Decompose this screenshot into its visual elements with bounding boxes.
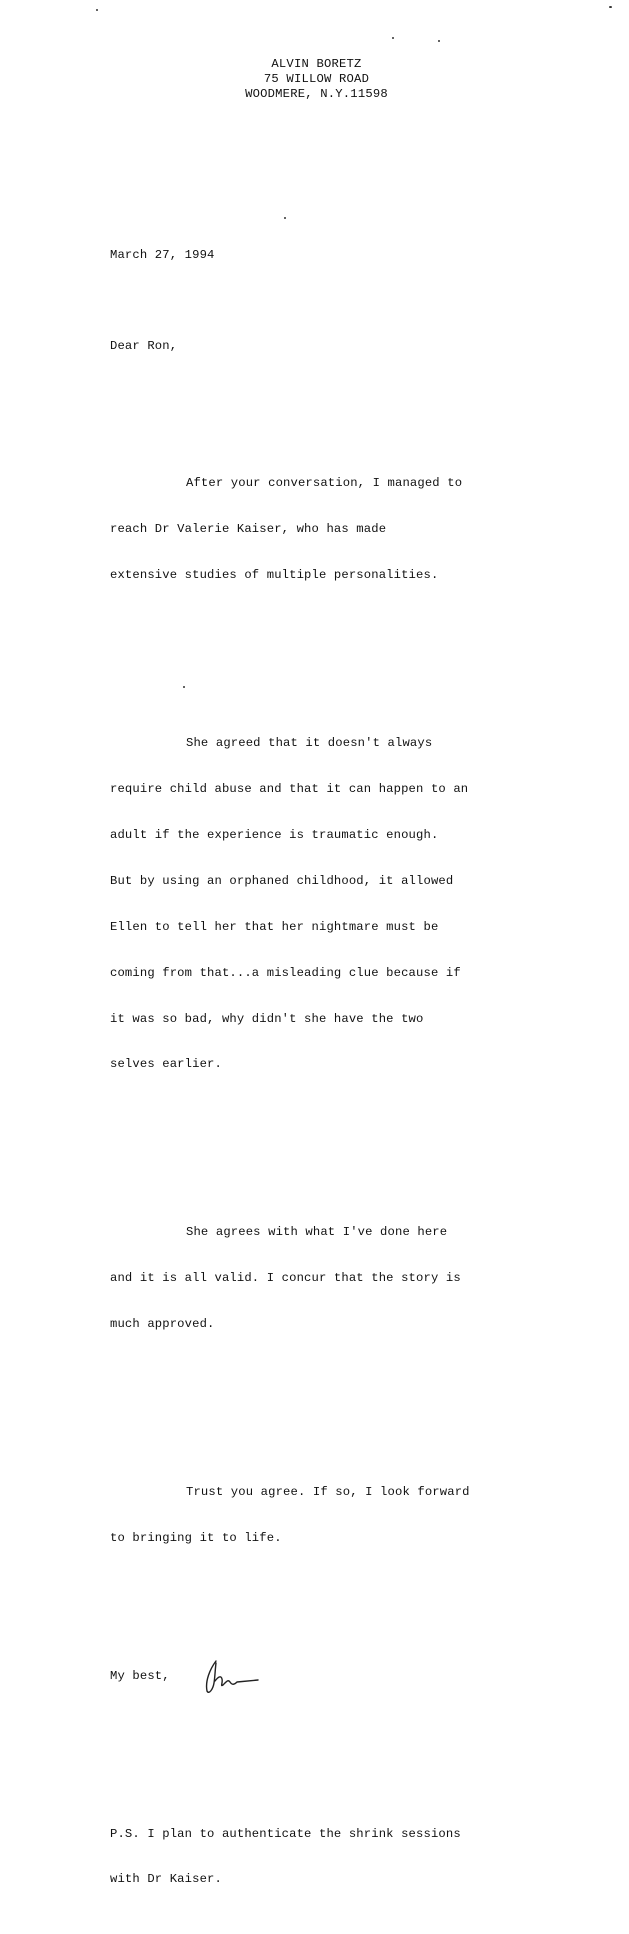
paragraph-line: coming from that...a misleading clue because if	[110, 965, 461, 980]
paragraph-line: it was so bad, why didn't she have the two	[110, 1011, 424, 1026]
sender-name: ALVIN BORETZ	[271, 57, 362, 71]
scan-speck	[609, 6, 612, 8]
paragraph-line: reach Dr Valerie Kaiser, who has made	[110, 522, 387, 537]
postscript-line: with Dr Kaiser.	[110, 1872, 222, 1887]
letter-date: March 27, 1994	[110, 247, 215, 262]
scan-speck	[284, 217, 286, 219]
letterhead	[0, 57, 629, 102]
paragraph-4	[110, 1455, 580, 1577]
paragraph-line: Trust you agree. If so, I look forward	[186, 1485, 470, 1500]
closing: My best,	[110, 1669, 170, 1684]
paragraph-line: and it is all valid. I concur that the story is	[110, 1271, 461, 1286]
scan-speck	[392, 37, 394, 39]
paragraph-line: adult if the experience is traumatic enough.	[110, 827, 439, 842]
postscript-line: P.S. I plan to authenticate the shrink sessions	[110, 1826, 461, 1841]
paragraph-line: much approved.	[110, 1317, 215, 1332]
paragraph-line: She agrees with what I've done here	[186, 1225, 448, 1240]
paragraph-line: extensive studies of multiple personalities.	[110, 568, 439, 583]
scan-speck	[438, 40, 440, 42]
paragraph-1	[110, 446, 580, 614]
paragraph-line: She agreed that it doesn't always	[186, 736, 433, 751]
paragraph-2	[110, 706, 580, 1104]
signature-icon	[202, 1655, 260, 1699]
paragraph-line: selves earlier.	[110, 1057, 222, 1072]
paragraph-line: After your conversation, I managed to	[186, 476, 463, 491]
postscript	[110, 1796, 580, 1918]
paragraph-line: Ellen to tell her that her nightmare must be	[110, 919, 439, 934]
scan-speck	[183, 686, 185, 688]
salutation: Dear Ron,	[110, 339, 178, 354]
sender-city: WOODMERE, N.Y.11598	[245, 87, 388, 101]
sender-street: 75 WILLOW ROAD	[263, 72, 370, 86]
letter-body	[110, 217, 580, 1934]
signoff	[110, 1667, 580, 1705]
scan-speck	[96, 9, 98, 11]
paragraph-line: But by using an orphaned childhood, it allowed	[110, 873, 454, 888]
paragraph-line: require child abuse and that it can happen to an	[110, 782, 469, 797]
paragraph-3	[110, 1195, 580, 1363]
paragraph-line: to bringing it to life.	[110, 1531, 282, 1546]
